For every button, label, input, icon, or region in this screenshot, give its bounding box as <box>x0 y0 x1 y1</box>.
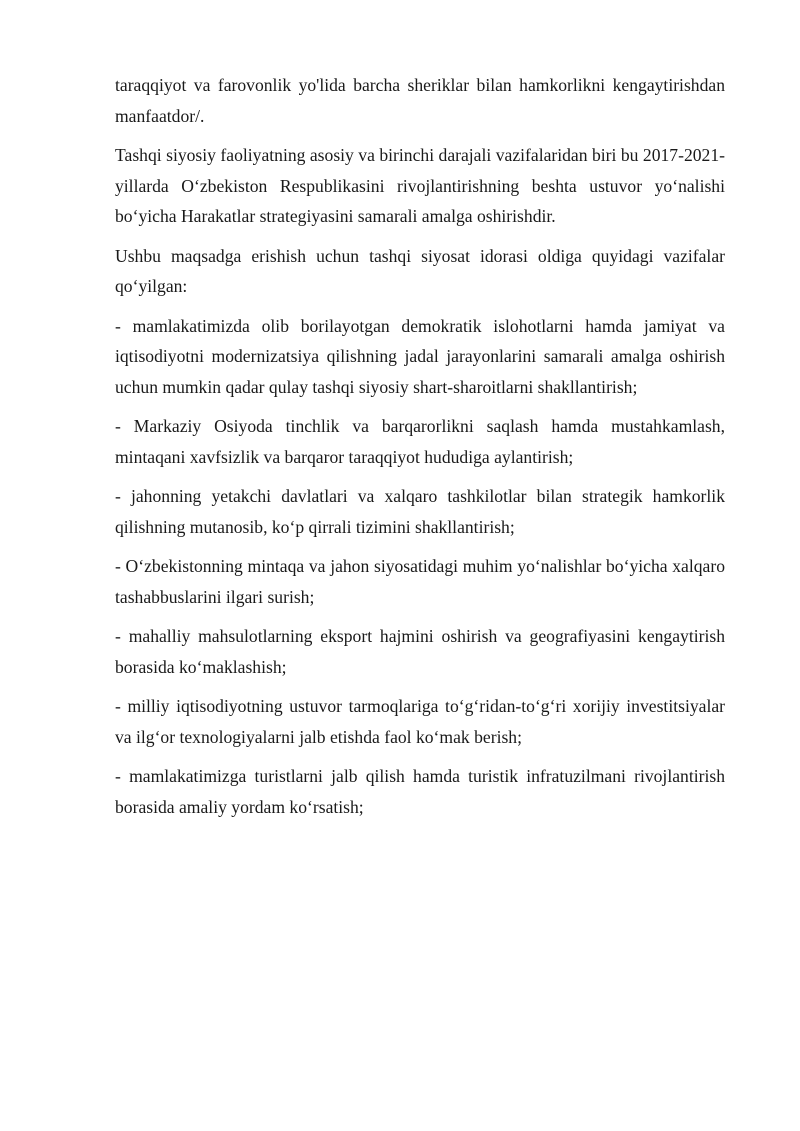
paragraph: Ushbu maqsadga erishish uchun tashqi siyosat idorasi oldiga quyidagi vazifalar qo‘yilgan: <box>115 245 725 296</box>
paragraph: taraqqiyot va farovonlik yo'lida barcha sheriklar bilan hamkorlikni kengaytirishdan manfaatdor/. <box>115 75 725 126</box>
list-item: - jahonning yetakchi davlatlari va xalqaro tashkilotlar bilan strategik hamkorlik qilishning mutanosib, ko‘p qirrali tizimini shakllantirish; <box>115 486 725 537</box>
list-item: - mamlakatimizda olib borilayotgan demokratik islohotlarni hamda jamiyat va iqtisodiyotni modernizatsiya qilishning jadal jarayonlarini samarali amalga oshirish uchun mumkin qadar qulay tashqi siyosiy shart-sharoitlarni shakllantirish; <box>115 315 725 397</box>
list-item: - Markaziy Osiyoda tinchlik va barqarorlikni saqlash hamda mustahkamlash, mintaqani xavfsizlik va barqaror taraqqiyot hududiga aylantirish; <box>115 416 725 467</box>
list-item: - mamlakatimizga turistlarni jalb qilish hamda turistik infratuzilmani rivojlantirish borasida amaliy yordam ko‘rsatish; <box>115 766 725 817</box>
list-item: - milliy iqtisodiyotning ustuvor tarmoqlariga to‘g‘ridan-to‘g‘ri xorijiy investitsiyalar va ilg‘or texnologiyalarni jalb etishda faol ko‘mak berish; <box>115 696 725 747</box>
list-item: - O‘zbekistonning mintaqa va jahon siyosatidagi muhim yo‘nalishlar bo‘yicha xalqaro tashabbuslarini ilgari surish; <box>115 556 725 607</box>
list-item: - mahalliy mahsulotlarning eksport hajmini oshirish va geografiyasini kengaytirish borasida ko‘maklashish; <box>115 626 725 677</box>
paragraph: Tashqi siyosiy faoliyatning asosiy va birinchi darajali vazifalaridan biri bu 2017-2021-yillarda O‘zbekiston Respublikasini rivojlantirishning beshta ustuvor yo‘nalishi bo‘yicha Harakatlar strategiyasini samarali amalga oshirishdir. <box>115 145 725 226</box>
document-body <box>115 70 725 831</box>
